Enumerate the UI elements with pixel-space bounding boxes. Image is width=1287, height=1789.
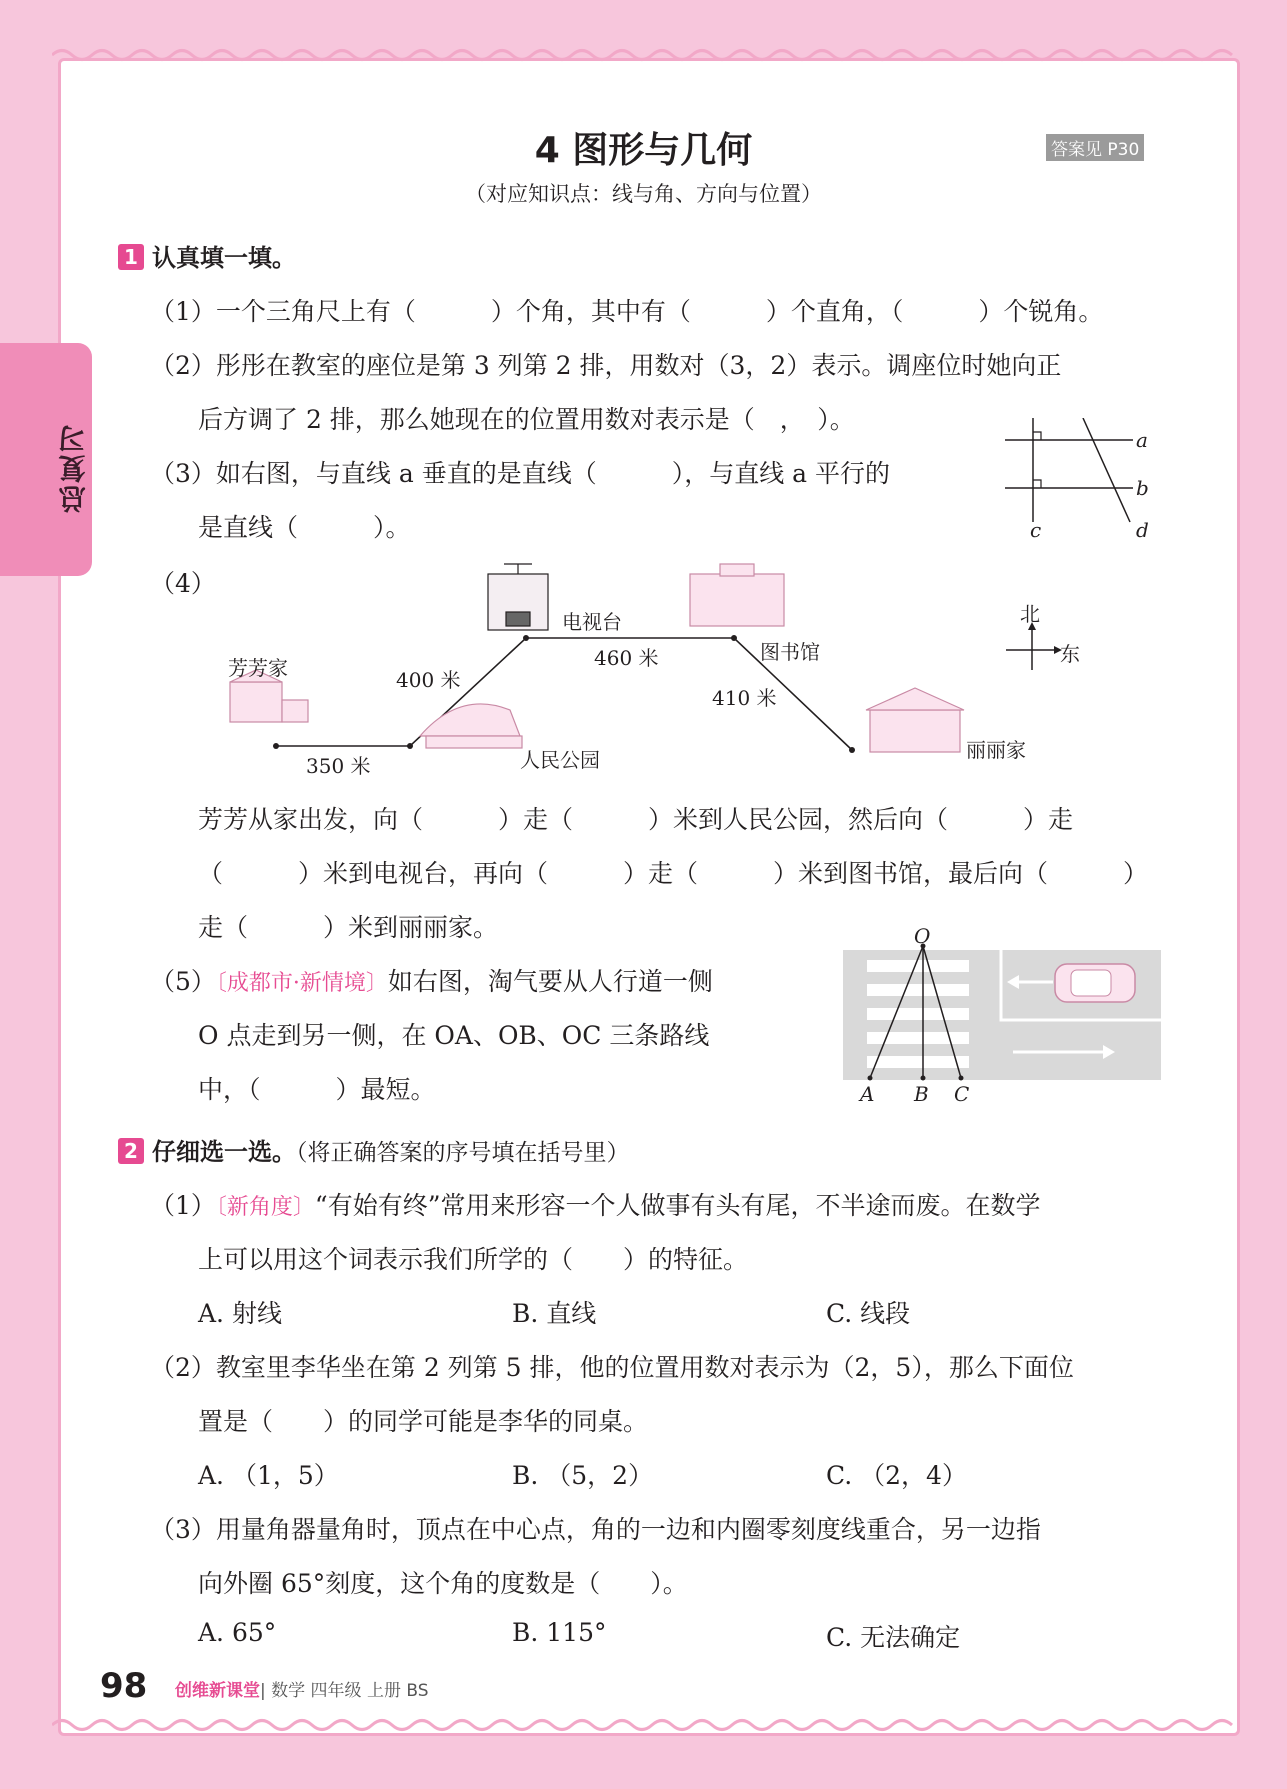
library-icon	[690, 564, 784, 626]
s2-q1-option-b: B. 直线	[512, 1299, 597, 1328]
page-number: 98	[100, 1666, 148, 1706]
s1-q5-line1	[150, 962, 713, 998]
crossing-label-a: A	[860, 1082, 875, 1106]
page-title: 4 图形与几何	[534, 130, 753, 171]
s2-q1-tag: 〔新角度〕	[215, 1195, 315, 1220]
line-label-c: c	[1030, 518, 1042, 542]
compass-north: 北	[1020, 602, 1040, 626]
s2-q3-option-b: B. 115°	[512, 1618, 607, 1647]
line-label-d: d	[1136, 518, 1149, 542]
s1-q1: （1）一个三角尺上有（ ）个角，其中有（ ）个直角，（ ）个锐角。	[150, 297, 1104, 326]
s2-q2-line2: 置是（ ）的同学可能是李华的同桌。	[198, 1407, 649, 1436]
s1-q5-line3: 中，（ ）最短。	[198, 1075, 436, 1104]
s2-q1-text1: “有始有终”常用来形容一个人做事有头有尾，不半途而废。在数学	[314, 1191, 1041, 1220]
bottom-wave-border	[52, 1716, 1242, 1734]
s1-q5-prefix: （5）	[150, 967, 216, 996]
section1-number: 1	[118, 244, 144, 270]
s2-q1-option-c: C. 线段	[826, 1299, 911, 1328]
s1-q5-line2: O 点走到另一侧，在 OA、OB、OC 三条路线	[198, 1021, 710, 1050]
section2-heading	[118, 1132, 630, 1167]
s1-q4-line2: （ ）米到电视台，再向（ ）走（ ）米到图书馆，最后向（ ）	[198, 859, 1149, 888]
map-dist-400: 400 米	[396, 668, 461, 692]
crossing-label-o: O	[914, 924, 931, 948]
s2-q2-option-a: A. （1，5）	[198, 1461, 339, 1490]
map-label-library: 图书馆	[760, 640, 820, 664]
section2-number: 2	[118, 1138, 144, 1164]
s2-q3-option-c: C. 无法确定	[826, 1623, 961, 1652]
park-icon	[420, 704, 522, 748]
s1-q4-line3: 走（ ）米到丽丽家。	[198, 913, 499, 942]
section2-title: 仔细选一选。	[152, 1138, 296, 1166]
s1-q4-label: （4）	[150, 569, 216, 598]
footer-info	[175, 1676, 429, 1701]
s1-q3-line2: 是直线（ ）。	[198, 513, 411, 542]
crossing-label-b: B	[914, 1082, 929, 1106]
side-tab	[0, 343, 92, 576]
s2-q3-option-a: A. 65°	[198, 1618, 277, 1647]
tv-station-icon	[488, 564, 548, 630]
map-label-park: 人民公园	[520, 748, 600, 772]
s1-q5-text1: 如右图，淘气要从人行道一侧	[387, 967, 713, 996]
compass-east: 东	[1060, 642, 1080, 666]
s1-q5-tag: 〔成都市·新情境〕	[215, 971, 388, 996]
map-label-lili: 丽丽家	[966, 738, 1026, 762]
s1-q3-line1: （3）如右图，与直线 a 垂直的是直线（ ），与直线 a 平行的	[150, 459, 891, 488]
map-dist-350: 350 米	[306, 754, 371, 778]
map-label-tv: 电视台	[562, 610, 622, 634]
map-label-fangfang: 芳芳家	[228, 656, 288, 680]
footer-brand: 创维新课堂	[175, 1681, 260, 1701]
s2-q2-line1: （2）教室里李华坐在第 2 列第 5 排，他的位置用数对表示为（2，5），那么下面位	[150, 1353, 1074, 1382]
line-label-b: b	[1136, 476, 1149, 500]
lili-house-icon	[866, 688, 964, 752]
compass-icon	[1002, 622, 1062, 674]
top-wave-border	[52, 46, 1242, 64]
line-label-a: a	[1136, 428, 1148, 452]
s2-q3-line2: 向外圈 65°刻度，这个角的度数是（ ）。	[198, 1569, 688, 1598]
s1-q4-line1: 芳芳从家出发，向（ ）走（ ）米到人民公园，然后向（ ）走	[198, 805, 1074, 834]
s2-q1-line2: 上可以用这个词表示我们所学的（ ）的特征。	[198, 1245, 749, 1274]
s2-q1-line1	[150, 1186, 1041, 1222]
s2-q1-prefix: （1）	[150, 1191, 216, 1220]
s2-q2-option-c: C. （2，4）	[826, 1461, 967, 1490]
answer-ref-badge: 答案见 P30	[1046, 134, 1144, 161]
s2-q2-option-b: B. （5，2）	[512, 1461, 654, 1490]
crosswalk-figure	[843, 930, 1163, 1090]
s1-q2-line2: 后方调了 2 排，那么她现在的位置用数对表示是（ ， ）。	[198, 405, 855, 434]
section1-title: 认真填一填。	[152, 244, 296, 272]
map-dist-410: 410 米	[712, 686, 777, 710]
map-dist-460: 460 米	[594, 646, 659, 670]
section1-heading	[118, 238, 296, 273]
section2-note: （将正确答案的序号填在括号里）	[296, 1140, 630, 1166]
car-icon	[1055, 964, 1135, 1002]
s2-q1-option-a: A. 射线	[198, 1299, 282, 1328]
side-tab-label: 总复习	[57, 423, 90, 513]
footer-details: | 数学 四年级 上册 BS	[260, 1681, 429, 1701]
crossing-label-c: C	[954, 1082, 970, 1106]
s2-q3-line1: （3）用量角器量角时，顶点在中心点，角的一边和内圈零刻度线重合，另一边指	[150, 1515, 1041, 1544]
s1-q2-line1: （2）彤彤在教室的座位是第 3 列第 2 排，用数对（3，2）表示。调座位时她向正	[150, 351, 1062, 380]
page-subtitle: （对应知识点：线与角、方向与位置）	[465, 182, 822, 206]
